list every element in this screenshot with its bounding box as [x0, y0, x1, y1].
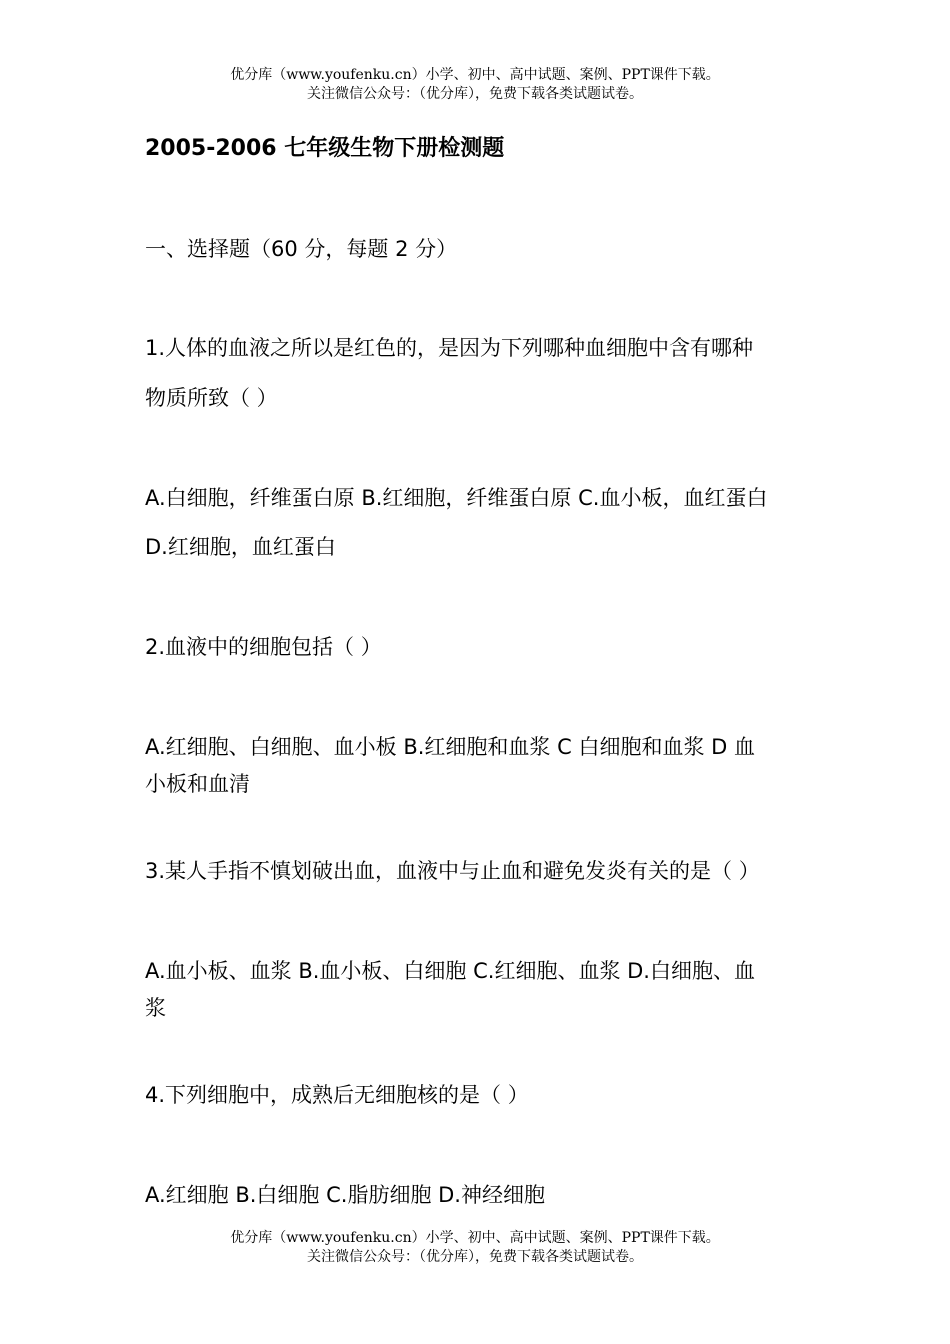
document-title: 2005-2006 七年级生物下册检测题 [145, 136, 505, 161]
question-3-options-line-2: 浆 [145, 996, 166, 1020]
question-1-options-line-2: D.红细胞，血红蛋白 [145, 535, 336, 559]
question-3-stem-line-1: 3.某人手指不慎划破出血，血液中与止血和避免发炎有关的是（ ） [145, 859, 760, 883]
section-heading: 一、选择题（60 分，每题 2 分） [145, 237, 458, 261]
question-4-stem-line-1: 4.下列细胞中，成熟后无细胞核的是（ ） [145, 1083, 529, 1107]
header-line-1: 优分库（www.youfenku.cn）小学、初中、高中试题、案例、PPT课件下载。 [230, 67, 720, 83]
question-2-options-line-2: 小板和血清 [145, 772, 250, 796]
question-4-options-line-1: A.红细胞 B.白细胞 C.脂肪细胞 D.神经细胞 [145, 1183, 545, 1207]
question-2-options-line-1: A.红细胞、白细胞、血小板 B.红细胞和血浆 C 白细胞和血浆 D 血 [145, 735, 755, 759]
question-1-options-line-1: A.白细胞，纤维蛋白原 B.红细胞，纤维蛋白原 C.血小板，血红蛋白 [145, 486, 768, 510]
footer-line-2: 关注微信公众号：（优分库），免费下载各类试题试卷。 [307, 1249, 643, 1265]
question-1-stem-line-1: 1.人体的血液之所以是红色的，是因为下列哪种血细胞中含有哪种 [145, 336, 754, 360]
question-3-options-line-1: A.血小板、血浆 B.血小板、白细胞 C.红细胞、血浆 D.白细胞、血 [145, 959, 755, 983]
header-line-2: 关注微信公众号：（优分库），免费下载各类试题试卷。 [307, 86, 643, 102]
footer-line-1: 优分库（www.youfenku.cn）小学、初中、高中试题、案例、PPT课件下载。 [230, 1230, 720, 1246]
page-footer [0, 1229, 950, 1267]
question-2-stem-line-1: 2.血液中的细胞包括（ ） [145, 635, 382, 659]
page-header [0, 66, 950, 104]
question-1-stem-line-2: 物质所致（ ） [145, 386, 278, 410]
